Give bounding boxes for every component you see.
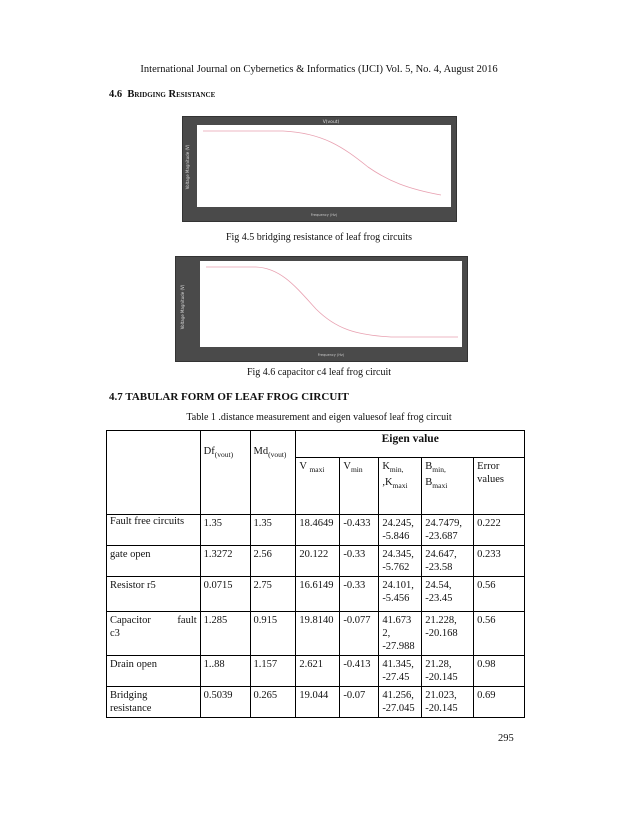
cell-md: 0.265 bbox=[250, 687, 296, 718]
row-label: Drain open bbox=[107, 656, 201, 687]
results-table bbox=[106, 430, 525, 718]
figure-4-6-svg bbox=[176, 257, 467, 361]
cell-md: 1.35 bbox=[250, 515, 296, 546]
cell-md: 2.56 bbox=[250, 546, 296, 577]
page-number: 295 bbox=[498, 733, 514, 744]
x-axis-label: Frequency (Hz) bbox=[310, 213, 338, 217]
cell-k: 41.345, -27.45 bbox=[379, 656, 422, 687]
table-caption: Table 1 .distance measurement and eigen valuesof leaf frog circuit bbox=[186, 412, 452, 423]
figure-4-5-plot bbox=[182, 116, 457, 222]
cell-vmax: 19.8140 bbox=[296, 612, 340, 656]
cell-df: 1..88 bbox=[200, 656, 250, 687]
cell-df: 1.35 bbox=[200, 515, 250, 546]
table-row bbox=[107, 612, 525, 656]
cell-b: 24.54, -23.45 bbox=[422, 577, 474, 612]
cell-k: 41.256, -27.045 bbox=[379, 687, 422, 718]
cell-error: 0.56 bbox=[474, 612, 525, 656]
cell-vmin: -0.433 bbox=[340, 515, 379, 546]
section-title: TABULAR FORM OF LEAF FROG CIRCUIT bbox=[125, 391, 349, 403]
cell-vmin: -0.413 bbox=[340, 656, 379, 687]
table-row bbox=[107, 687, 525, 718]
header-df: $Df_{(vout)}$ bbox=[200, 431, 250, 515]
table-row bbox=[107, 546, 525, 577]
figure-4-6-caption: Fig 4.6 capacitor c4 leaf frog circuit bbox=[246, 367, 392, 378]
header-eigen-value: Eigen value bbox=[296, 431, 525, 458]
section-number: 4.7 bbox=[109, 391, 123, 403]
row-label-cell bbox=[107, 431, 201, 515]
cell-df: 0.0715 bbox=[200, 577, 250, 612]
header-b: $B_{min,}$ $B_{maxi}$ bbox=[422, 458, 474, 515]
cell-b: 21.228, -20.168 bbox=[422, 612, 474, 656]
row-label: Fault free circuits bbox=[107, 515, 201, 546]
journal-header: International Journal on Cybernetics & Informatics (IJCI) Vol. 5, No. 4, August 2016 bbox=[140, 64, 498, 75]
figure-4-5-svg bbox=[183, 117, 456, 221]
cell-vmin: -0.33 bbox=[340, 546, 379, 577]
section-heading-4-6 bbox=[109, 89, 215, 100]
plot-area bbox=[197, 125, 451, 207]
cell-error: 0.56 bbox=[474, 577, 525, 612]
cell-k: 24.101, -5.456 bbox=[379, 577, 422, 612]
cell-vmax: 18.4649 bbox=[296, 515, 340, 546]
header-md: $Md_{(vout)}$ bbox=[250, 431, 296, 515]
cell-vmin: -0.33 bbox=[340, 577, 379, 612]
cell-md: 1.157 bbox=[250, 656, 296, 687]
cell-error: 0.233 bbox=[474, 546, 525, 577]
cell-vmax: 19.044 bbox=[296, 687, 340, 718]
cell-vmax: 16.6149 bbox=[296, 577, 340, 612]
cell-error: 0.98 bbox=[474, 656, 525, 687]
plot-area bbox=[200, 261, 462, 347]
y-axis-label: Voltage Magnitude (V) bbox=[185, 144, 190, 190]
cell-df: 0.5039 bbox=[200, 687, 250, 718]
header-k: $K_{min,}$ $,K_{maxi}$ bbox=[379, 458, 422, 515]
section-heading-4-7 bbox=[109, 391, 349, 403]
x-axis-label: Frequency (Hz) bbox=[317, 353, 345, 357]
cell-md: 2.75 bbox=[250, 577, 296, 612]
section-number: 4.6 bbox=[109, 89, 123, 100]
row-label: Resistor r5 bbox=[107, 577, 201, 612]
cell-b: 21.28, -20.145 bbox=[422, 656, 474, 687]
cell-vmin: -0.07 bbox=[340, 687, 379, 718]
figure-4-6-plot bbox=[175, 256, 468, 362]
section-title: Bridging Resistance bbox=[127, 89, 216, 100]
table-row bbox=[107, 577, 525, 612]
header-vmax: V $_{maxi}$ bbox=[296, 458, 340, 515]
table-row bbox=[107, 656, 525, 687]
table-row bbox=[107, 515, 525, 546]
y-axis-label: Voltage Magnitude (V) bbox=[180, 284, 185, 330]
row-label: gate open bbox=[107, 546, 201, 577]
row-label: Capacitor fault c3 bbox=[107, 612, 201, 656]
row-label: Bridging resistance bbox=[107, 687, 201, 718]
cell-df: 1.3272 bbox=[200, 546, 250, 577]
figure-4-5-caption: Fig 4.5 bridging resistance of leaf frog circuits bbox=[225, 232, 413, 243]
cell-b: 24.7479, -23.687 bbox=[422, 515, 474, 546]
cell-md: 0.915 bbox=[250, 612, 296, 656]
plot-title: V(vout) bbox=[322, 120, 340, 125]
cell-b: 21.023, -20.145 bbox=[422, 687, 474, 718]
cell-b: 24.647, -23.58 bbox=[422, 546, 474, 577]
cell-error: 0.222 bbox=[474, 515, 525, 546]
cell-df: 1.285 bbox=[200, 612, 250, 656]
cell-vmax: 2.621 bbox=[296, 656, 340, 687]
header-error: Error values bbox=[474, 458, 525, 515]
cell-k: 24.345, -5.762 bbox=[379, 546, 422, 577]
cell-k: 41.673 2, -27.988 bbox=[379, 612, 422, 656]
cell-vmin: -0.077 bbox=[340, 612, 379, 656]
cell-k: 24.245, -5.846 bbox=[379, 515, 422, 546]
cell-error: 0.69 bbox=[474, 687, 525, 718]
header-vmin: $V_{min}$ bbox=[340, 458, 379, 515]
cell-vmax: 20.122 bbox=[296, 546, 340, 577]
